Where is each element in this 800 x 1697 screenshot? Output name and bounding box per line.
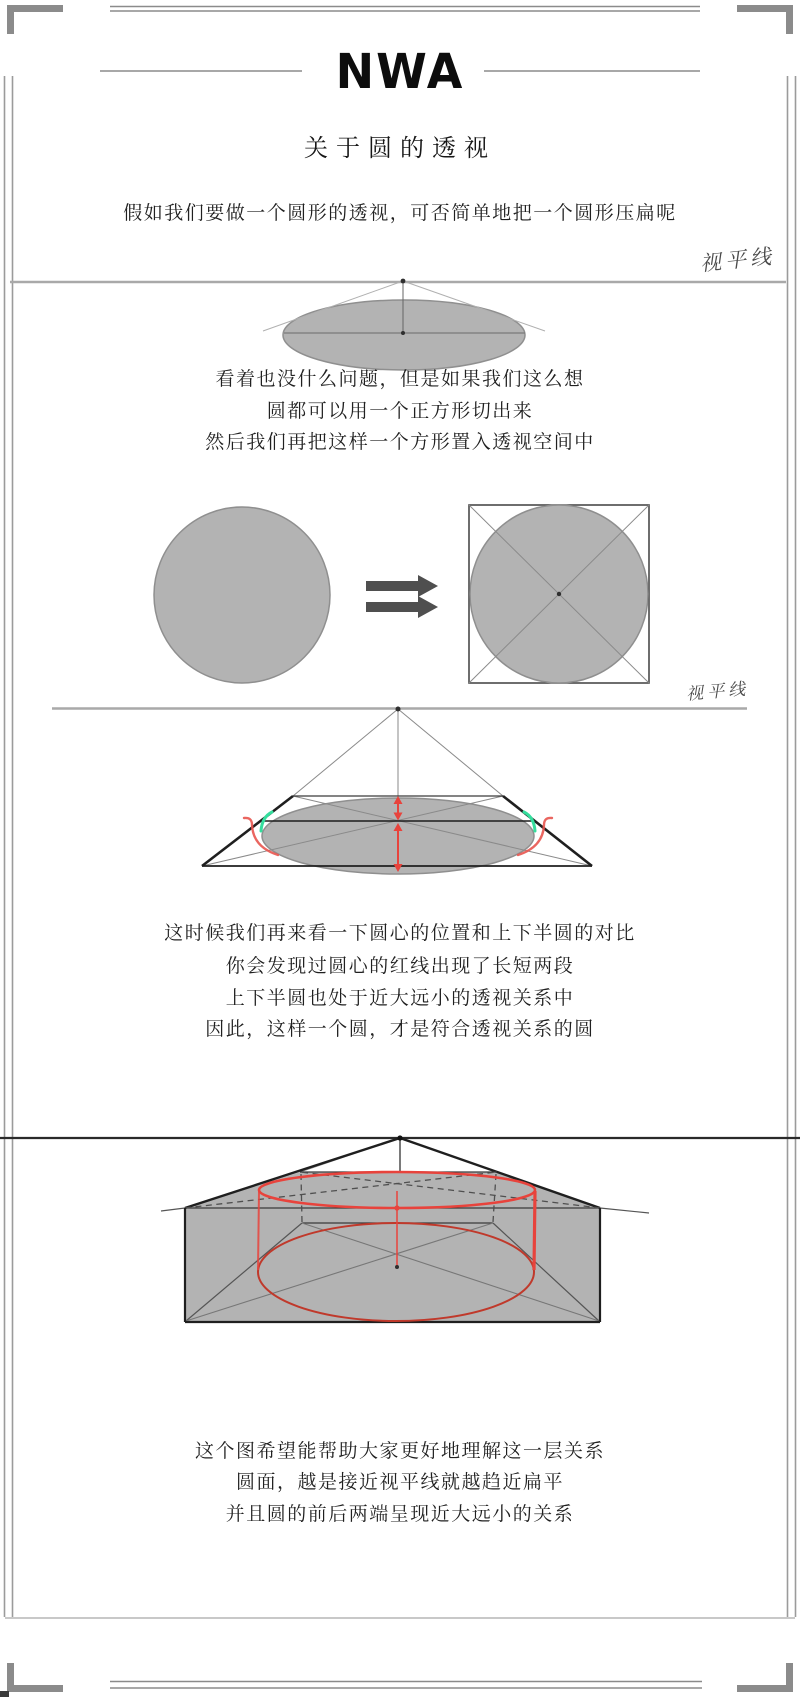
horizon-label-1: 视平线 <box>699 244 777 276</box>
transform-arrow-top-icon <box>366 575 438 597</box>
paragraph-3-line-3: 并且圆的前后两端呈现近大远小的关系 <box>225 1504 575 1525</box>
paragraph-2-line-1: 这时候我们再来看一下圆心的位置和上下半圆的对比 <box>164 923 636 944</box>
paragraph-3-line-1: 这个图希望能帮助大家更好地理解这一层关系 <box>194 1441 605 1462</box>
diagram-circle-to-square <box>154 505 649 683</box>
transform-arrow-bottom-icon <box>366 596 438 618</box>
paragraph-1-line-2: 圆都可以用一个正方形切出来 <box>266 401 534 422</box>
paragraph-3-line-2: 圆面，越是接近视平线就越趋近扁平 <box>235 1472 564 1493</box>
diagram-perspective-circle <box>202 707 592 875</box>
plain-circle <box>154 507 330 683</box>
box-top-face <box>185 1172 600 1208</box>
near-point-dot <box>394 1205 399 1210</box>
horizon-label-2: 视平线 <box>685 679 750 705</box>
corner-bracket-bottom-left-icon <box>7 1663 63 1692</box>
diagram-flattened-circle <box>263 279 545 370</box>
page-title: 关于圆的透视 <box>304 135 496 162</box>
paragraph-2-line-4: 因此，这样一个圆，才是符合透视关系的圆 <box>205 1019 595 1040</box>
bottom-center-dot <box>395 1265 399 1269</box>
paragraph-2-line-2: 你会发现过圆心的红线出现了长短两段 <box>225 956 575 977</box>
square-center-dot <box>557 592 561 596</box>
vanishing-point-1 <box>401 279 406 284</box>
cylinder-side-left <box>258 1191 259 1270</box>
vanishing-point-2 <box>396 707 401 712</box>
corner-bracket-bottom-right-icon <box>737 1663 793 1692</box>
ellipse-center-dot <box>401 331 405 335</box>
paragraph-1-line-1: 看着也没什么问题，但是如果我们这么想 <box>215 369 585 390</box>
vanishing-point-3 <box>397 1135 402 1140</box>
intro-line: 假如我们要做一个圆形的透视，可否简单地把一个圆形压扁呢 <box>123 203 677 224</box>
paragraph-1-line-3: 然后我们再把这样一个方形置入透视空间中 <box>205 432 595 453</box>
diagram-cylinder-box <box>161 1135 649 1322</box>
paragraph-2-line-3: 上下半圆也处于近大远小的透视关系中 <box>225 988 575 1009</box>
cylinder-side-right <box>534 1191 535 1270</box>
brand-logo: NWA <box>335 42 465 100</box>
corner-bracket-top-left-icon <box>7 5 63 34</box>
corner-bracket-top-right-icon <box>737 5 793 34</box>
